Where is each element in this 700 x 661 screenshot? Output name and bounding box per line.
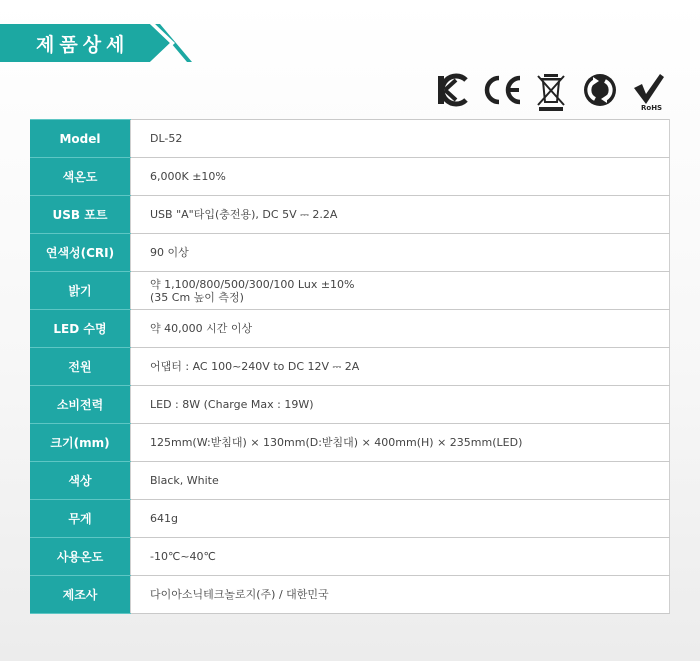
- spec-value: 다이아소닉테크놀로지(주) / 대한민국: [131, 576, 670, 614]
- spec-row-power: [30, 348, 670, 386]
- spec-row-color-temp: [30, 158, 670, 196]
- spec-label: 크기(mm): [30, 424, 131, 462]
- weee-bin-icon: [536, 72, 566, 112]
- spec-value: 125mm(W:받침대) × 130mm(D:받침대) × 400mm(H) × 235mm(LED): [131, 424, 670, 462]
- spec-row-brightness: [30, 272, 670, 310]
- spec-label: 소비전력: [30, 386, 131, 424]
- green-dot-icon: [582, 72, 618, 108]
- spec-label: 무게: [30, 500, 131, 538]
- spec-row-size: [30, 424, 670, 462]
- spec-row-power-consumption: [30, 386, 670, 424]
- spec-value: 어댑터 : AC 100~240V to DC 12V ⎓ 2A: [131, 348, 670, 386]
- spec-row-model: [30, 120, 670, 158]
- spec-row-led-life: [30, 310, 670, 348]
- section-title: 제품상세: [36, 34, 130, 56]
- spec-value: LED : 8W (Charge Max : 19W): [131, 386, 670, 424]
- spec-row-manufacturer: [30, 576, 670, 614]
- spec-row-operating-temp: [30, 538, 670, 576]
- spec-row-color: [30, 462, 670, 500]
- spec-value: -10℃~40℃: [131, 538, 670, 576]
- spec-value: 약 40,000 시간 이상: [131, 310, 670, 348]
- spec-label: LED 수명: [30, 310, 131, 348]
- spec-value: 641g: [131, 500, 670, 538]
- spec-row-cri: [30, 234, 670, 272]
- ce-mark-icon: [482, 72, 524, 108]
- rohs-check-icon: [632, 72, 666, 112]
- spec-row-weight: [30, 500, 670, 538]
- spec-value: 90 이상: [131, 234, 670, 272]
- spec-label: 사용온도: [30, 538, 131, 576]
- spec-label: Model: [30, 120, 131, 158]
- spec-value: DL-52: [131, 120, 670, 158]
- spec-label: 밝기: [30, 272, 131, 310]
- kc-mark-icon: [436, 72, 470, 108]
- spec-label: USB 포트: [30, 196, 131, 234]
- spec-table: [30, 119, 670, 614]
- spec-row-usb-port: [30, 196, 670, 234]
- spec-label: 전원: [30, 348, 131, 386]
- spec-label: 색온도: [30, 158, 131, 196]
- spec-value: USB "A"타입(충전용), DC 5V ⎓ 2.2A: [131, 196, 670, 234]
- certification-marks: [436, 72, 670, 112]
- section-title-banner: [0, 24, 192, 62]
- rohs-label: RoHS: [641, 104, 663, 112]
- spec-value: 약 1,100/800/500/300/100 Lux ±10% (35 Cm 높이 측정): [131, 272, 670, 310]
- spec-label: 제조사: [30, 576, 131, 614]
- spec-value: Black, White: [131, 462, 670, 500]
- spec-label: 연색성(CRI): [30, 234, 131, 272]
- spec-value: 6,000K ±10%: [131, 158, 670, 196]
- spec-label: 색상: [30, 462, 131, 500]
